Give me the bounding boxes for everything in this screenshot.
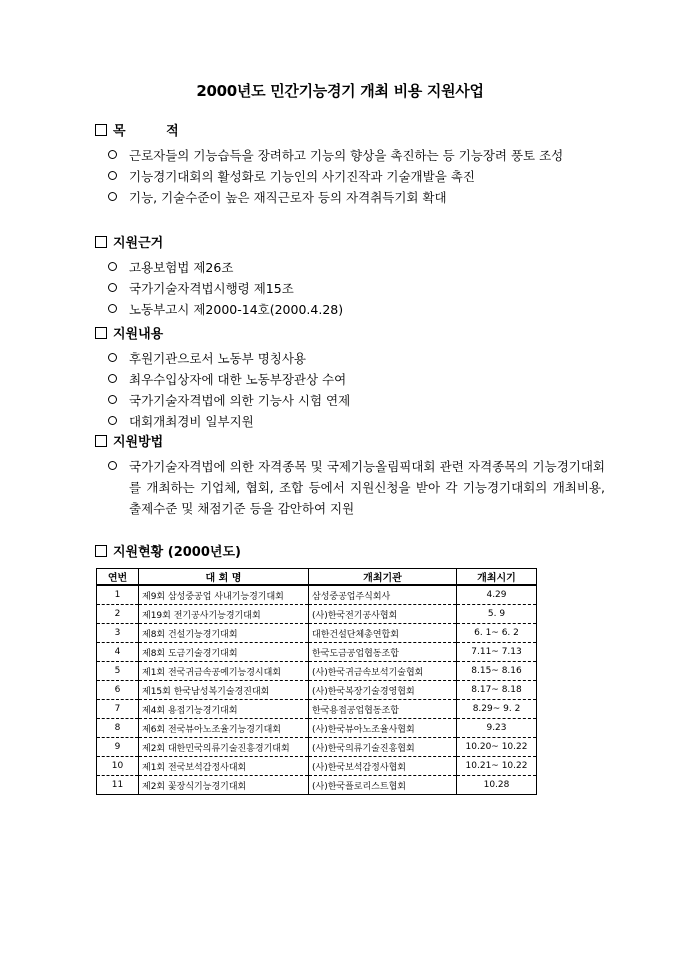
cell-event-name: 제6회 전국뷰아노조율기능경기대회 [139, 719, 309, 738]
header-number: 연번 [97, 569, 139, 586]
table-row [97, 757, 537, 776]
section-heading: 지원내용 [95, 325, 605, 345]
cell-event-name: 제8회 건설기능경기대회 [139, 624, 309, 643]
header-date: 개최시기 [457, 569, 537, 586]
cell-number: 7 [97, 700, 139, 719]
cell-organizer: 삼성중공업주식회사 [309, 585, 457, 605]
table-row [97, 719, 537, 738]
table-row [97, 662, 537, 681]
cell-event-name: 제19회 전기공사기능경기대회 [139, 605, 309, 624]
cell-event-name: 제2회 꽃장식기능경기대회 [139, 776, 309, 795]
square-bullet-icon [95, 545, 107, 557]
cell-organizer: (사)한국전기공사협회 [309, 605, 457, 624]
table-row [97, 738, 537, 757]
cell-organizer: (사)한국복장기술경영협회 [309, 681, 457, 700]
list-item: 고용보험법 제26조 [95, 257, 605, 278]
cell-organizer: 대한건설단체총연합회 [309, 624, 457, 643]
section-method [95, 433, 605, 519]
circle-bullet-icon [108, 304, 117, 313]
circle-bullet-icon [108, 192, 117, 201]
cell-organizer: 한국용접공업협동조합 [309, 700, 457, 719]
cell-date: 8.17~ 8.18 [457, 681, 537, 700]
cell-event-name: 제2회 대한민국의류기술진흥경기대회 [139, 738, 309, 757]
section-content [95, 325, 605, 432]
section-heading: 지원방법 [95, 433, 605, 453]
page-title: 2000년도 민간기능경기 개최 비용 지원사업 [196, 82, 484, 100]
cell-organizer: 한국도금공업협동조합 [309, 643, 457, 662]
header-event-name: 대 회 명 [139, 569, 309, 586]
square-bullet-icon [95, 435, 107, 447]
cell-date: 7.11~ 7.13 [457, 643, 537, 662]
circle-bullet-icon [108, 461, 117, 470]
section-basis [95, 234, 605, 320]
section-status [95, 543, 605, 563]
table-body [97, 585, 537, 795]
section-heading: 목 적 [95, 122, 605, 142]
cell-date: 10.28 [457, 776, 537, 795]
cell-organizer: (사)한국보석감정사협회 [309, 757, 457, 776]
cell-date: 5. 9 [457, 605, 537, 624]
circle-bullet-icon [108, 171, 117, 180]
cell-date: 8.15~ 8.16 [457, 662, 537, 681]
table-header-row [97, 569, 537, 586]
table-row [97, 776, 537, 795]
cell-number: 5 [97, 662, 139, 681]
cell-number: 11 [97, 776, 139, 795]
list-item: 국가기술자격법에 의한 자격종목 및 국제기능올림픽대회 관련 자격종목의 기능경기대회를 개최하는 기업체, 협회, 조합 등에서 지원신청을 받아 각 기능경기대회의 개최비용, 출제수준 및 채점기준 등을 감안하여 지원 [95, 456, 605, 519]
table-row [97, 681, 537, 700]
circle-bullet-icon [108, 374, 117, 383]
cell-date: 4.29 [457, 585, 537, 605]
cell-date: 10.21~ 10.22 [457, 757, 537, 776]
cell-number: 6 [97, 681, 139, 700]
cell-event-name: 제9회 삼성중공업 사내기능경기대회 [139, 585, 309, 605]
section-heading: 지원현황 (2000년도) [95, 543, 605, 563]
cell-date: 8.29~ 9. 2 [457, 700, 537, 719]
cell-event-name: 제8회 도금기술경기대회 [139, 643, 309, 662]
circle-bullet-icon [108, 416, 117, 425]
section-purpose [95, 122, 605, 208]
cell-organizer: (사)한국귀금속보석기술협회 [309, 662, 457, 681]
cell-event-name: 제1회 전국보석감정사대회 [139, 757, 309, 776]
cell-number: 8 [97, 719, 139, 738]
cell-number: 1 [97, 585, 139, 605]
table-row [97, 585, 537, 605]
list-item: 기능경기대회의 활성화로 기능인의 사기진작과 기술개발을 촉진 [95, 166, 605, 187]
cell-organizer: (사)한국의류기술진흥협회 [309, 738, 457, 757]
circle-bullet-icon [108, 395, 117, 404]
list-item: 국가기술자격법에 의한 기능사 시험 연제 [95, 390, 605, 411]
section-heading: 지원근거 [95, 234, 605, 254]
list-item: 노동부고시 제2000-14호(2000.4.28) [95, 299, 605, 320]
circle-bullet-icon [108, 283, 117, 292]
cell-number: 10 [97, 757, 139, 776]
square-bullet-icon [95, 327, 107, 339]
table-row [97, 624, 537, 643]
circle-bullet-icon [108, 150, 117, 159]
cell-organizer: (사)한국뷰아노조율사협회 [309, 719, 457, 738]
circle-bullet-icon [108, 353, 117, 362]
square-bullet-icon [95, 236, 107, 248]
cell-date: 6. 1~ 6. 2 [457, 624, 537, 643]
list-item: 대회개최경비 일부지원 [95, 411, 605, 432]
cell-organizer: (사)한국플로리스트협회 [309, 776, 457, 795]
list-item: 기능, 기술수준이 높은 재직근로자 등의 자격취득기회 확대 [95, 187, 605, 208]
table-row [97, 605, 537, 624]
cell-number: 4 [97, 643, 139, 662]
list-item: 후원기관으로서 노동부 명칭사용 [95, 348, 605, 369]
support-status-table [96, 568, 537, 795]
cell-date: 9.23 [457, 719, 537, 738]
table-row [97, 643, 537, 662]
cell-number: 2 [97, 605, 139, 624]
table-row [97, 700, 537, 719]
cell-date: 10.20~ 10.22 [457, 738, 537, 757]
cell-event-name: 제1회 전국귀금속공예기능경시대회 [139, 662, 309, 681]
list-item: 근로자들의 기능습득을 장려하고 기능의 향상을 촉진하는 등 기능장려 풍토 조성 [95, 145, 605, 166]
cell-event-name: 제15회 한국남성복기술경진대회 [139, 681, 309, 700]
list-item: 최우수입상자에 대한 노동부장관상 수여 [95, 369, 605, 390]
circle-bullet-icon [108, 262, 117, 271]
square-bullet-icon [95, 124, 107, 136]
header-organizer: 개최기관 [309, 569, 457, 586]
list-item: 국가기술자격법시행령 제15조 [95, 278, 605, 299]
cell-number: 9 [97, 738, 139, 757]
cell-event-name: 제4회 용접기능경기대회 [139, 700, 309, 719]
cell-number: 3 [97, 624, 139, 643]
